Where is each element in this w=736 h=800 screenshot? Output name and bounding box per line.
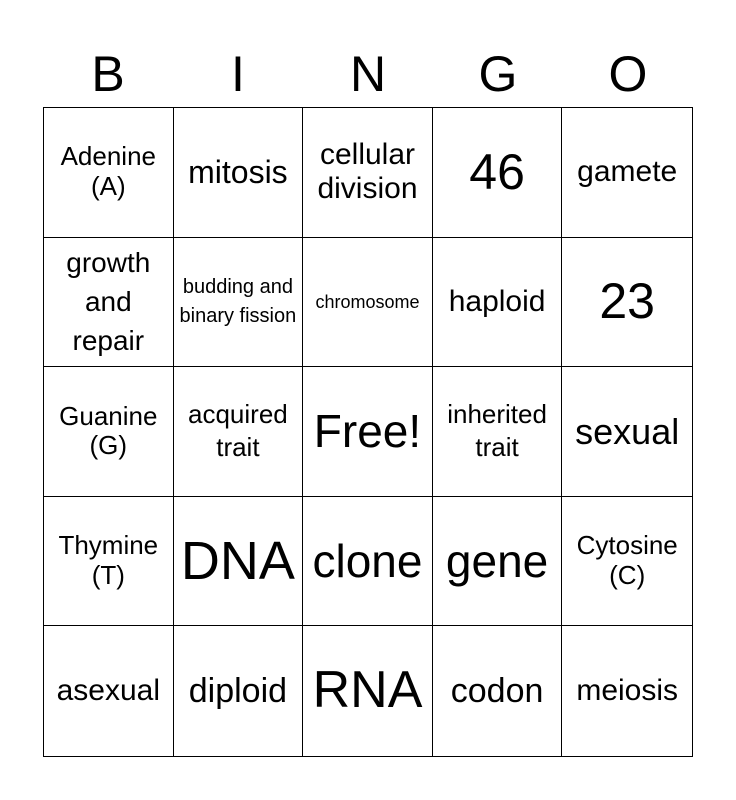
bingo-cell-r5c4[interactable] [433, 626, 563, 756]
cell-text: 46 [469, 143, 525, 200]
bingo-cell-r1c4[interactable] [433, 108, 563, 238]
cell-text: inherited trait [447, 398, 547, 463]
bingo-cell-r4c1[interactable] [44, 497, 174, 627]
bingo-cell-r3c3-free[interactable] [303, 367, 433, 497]
cell-text: Adenine (A) [60, 141, 156, 202]
bingo-cell-r5c2[interactable] [174, 626, 304, 756]
bingo-cell-r5c5[interactable] [562, 626, 692, 756]
cell-text: budding and binary fission [179, 275, 297, 327]
header-letter-b: B [91, 46, 125, 102]
cell-text: 23 [599, 273, 655, 330]
bingo-cell-r2c3[interactable] [303, 238, 433, 368]
cell-text: cellular division [317, 137, 418, 206]
bingo-cell-r3c5[interactable] [562, 367, 692, 497]
cell-text: gene [445, 534, 549, 587]
header-letter-n: N [349, 46, 387, 102]
bingo-cell-r3c1[interactable] [44, 367, 174, 497]
cell-text: RNA [312, 661, 423, 720]
bingo-cell-r4c2[interactable] [174, 497, 304, 627]
cell-text: diploid [188, 671, 288, 710]
header-letter-i: I [231, 46, 245, 102]
cell-text: chromosome [315, 291, 420, 312]
bingo-cell-r2c2[interactable] [174, 238, 304, 368]
cell-text: sexual [575, 410, 680, 452]
bingo-cell-r4c5[interactable] [562, 497, 692, 627]
bingo-cell-r2c1[interactable] [44, 238, 174, 368]
bingo-cell-r5c1[interactable] [44, 626, 174, 756]
cell-text: Free! [313, 405, 422, 458]
bingo-cell-r2c4[interactable] [433, 238, 563, 368]
bingo-cell-r4c4[interactable] [433, 497, 563, 627]
bingo-board [43, 107, 693, 757]
bingo-cell-r4c3[interactable] [303, 497, 433, 627]
cell-text: clone [312, 534, 423, 587]
cell-text: Guanine (G) [59, 400, 158, 461]
bingo-cell-r1c2[interactable] [174, 108, 304, 238]
cell-text: acquired trait [188, 398, 288, 463]
cell-text: asexual [56, 673, 160, 707]
bingo-header [43, 40, 693, 108]
cell-text: DNA [180, 531, 295, 592]
cell-text: growth and repair [66, 247, 151, 357]
bingo-cell-r1c3[interactable] [303, 108, 433, 238]
bingo-cell-r5c3[interactable] [303, 626, 433, 756]
cell-text: Thymine (T) [58, 530, 159, 591]
header-letter-o: O [608, 46, 648, 102]
cell-text: Cytosine (C) [576, 530, 678, 591]
cell-text: gamete [577, 155, 678, 189]
bingo-cell-r3c2[interactable] [174, 367, 304, 497]
cell-text: meiosis [576, 673, 679, 707]
bingo-cell-r1c1[interactable] [44, 108, 174, 238]
cell-text: mitosis [188, 153, 288, 190]
cell-text: haploid [448, 284, 546, 318]
header-letter-g: G [478, 46, 518, 102]
bingo-cell-r1c5[interactable] [562, 108, 692, 238]
cell-text: codon [450, 671, 544, 710]
bingo-cell-r2c5[interactable] [562, 238, 692, 368]
bingo-cell-r3c4[interactable] [433, 367, 563, 497]
